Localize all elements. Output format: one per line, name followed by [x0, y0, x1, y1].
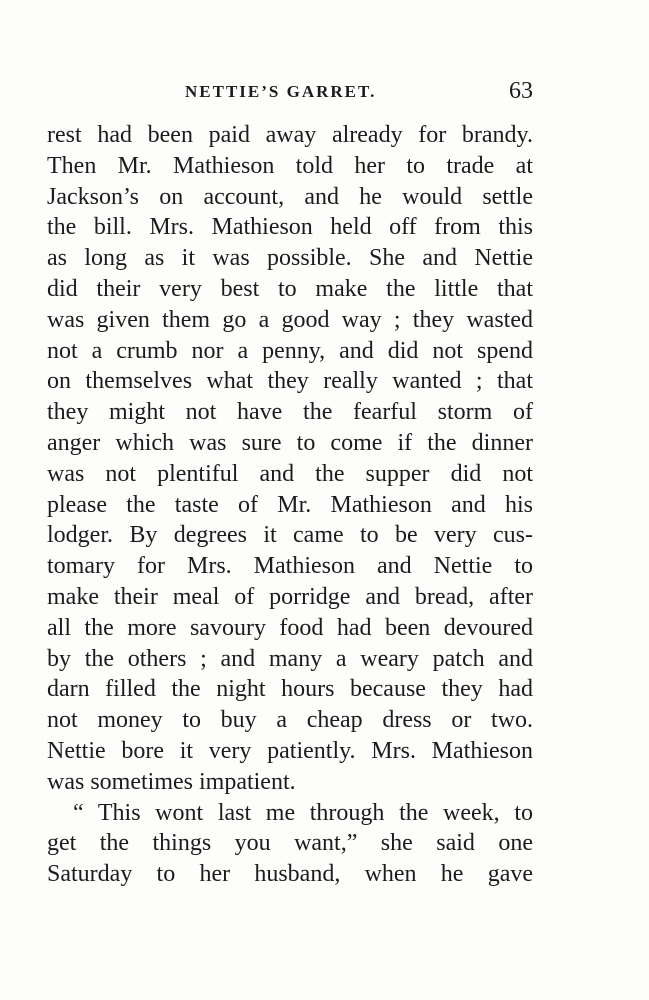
text-line: tomary for Mrs. Mathieson and Nettie to	[47, 553, 533, 580]
text-line: Jackson’s on account, and he would settle	[47, 183, 533, 210]
text-line: not a crumb nor a penny, and did not spend	[47, 337, 533, 364]
text-line: anger which was sure to come if the dinner	[47, 429, 533, 456]
text-line: by the others ; and many a weary patch and	[47, 645, 533, 672]
text-line: darn filled the night hours because they had	[47, 676, 533, 703]
text-line: all the more savoury food had been devoured	[47, 614, 533, 641]
text-line: get the things you want,” she said one	[47, 830, 533, 857]
text-line: Then Mr. Mathieson told her to trade at	[47, 152, 533, 179]
text-line: on themselves what they really wanted ; that	[47, 368, 533, 395]
text-line: lodger. By degrees it came to be very cus-	[47, 522, 533, 549]
text-line: Saturday to her husband, when he gave	[47, 861, 533, 888]
running-title: NETTIE’S GARRET.	[185, 82, 377, 101]
text-line: was not plentiful and the supper did not	[47, 460, 533, 487]
text-line: please the taste of Mr. Mathieson and his	[47, 491, 533, 518]
text-line: was given them go a good way ; they wasted	[47, 306, 533, 333]
text-line: they might not have the fearful storm of	[47, 399, 533, 426]
text-line: did their very best to make the little that	[47, 275, 533, 302]
text-line: make their meal of porridge and bread, after	[47, 583, 533, 610]
page-number: 63	[509, 78, 533, 104]
text-line: was sometimes impatient.	[47, 768, 296, 795]
body-text	[47, 120, 533, 890]
text-line: the bill. Mrs. Mathieson held off from this	[47, 214, 533, 241]
text-line: as long as it was possible. She and Nettie	[47, 245, 533, 272]
text-line: Nettie bore it very patiently. Mrs. Mathieson	[47, 737, 533, 764]
text-line: not money to buy a cheap dress or two.	[47, 707, 533, 734]
text-line: “ This wont last me through the week, to	[73, 799, 533, 826]
running-head	[47, 78, 533, 112]
text-line: rest had been paid away already for brandy.	[47, 122, 533, 148]
